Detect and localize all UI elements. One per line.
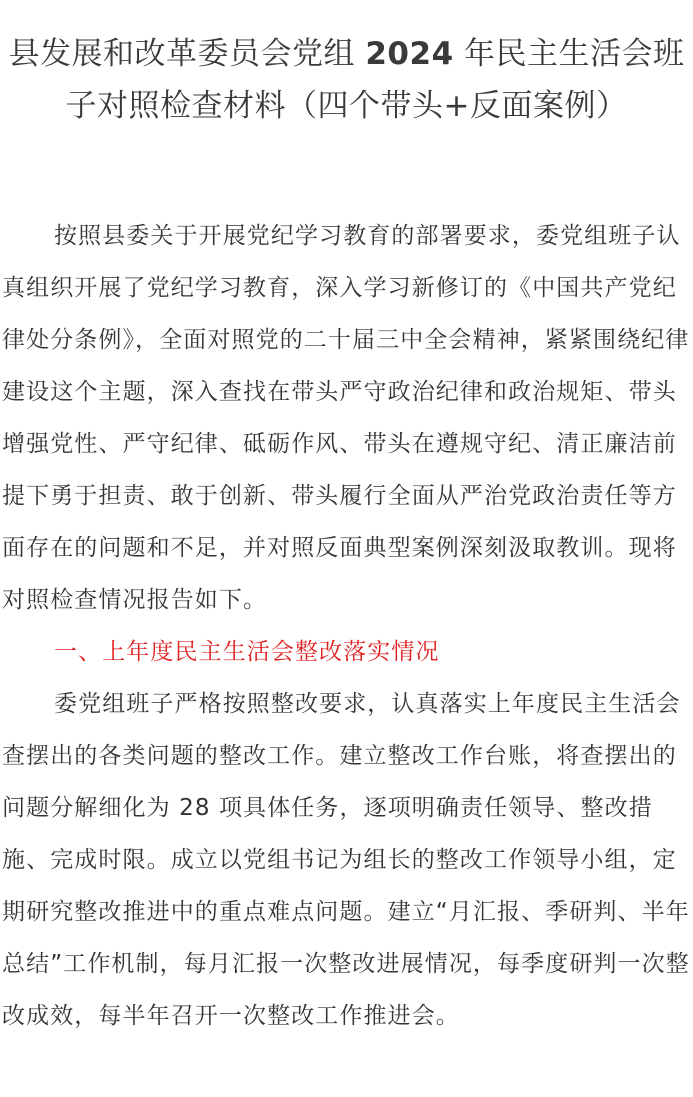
title-part2: 年民主生活会班子对照检查材料（四个带头+反面案例）	[65, 36, 685, 124]
section-paragraph: 委党组班子严格按照整改要求，认真落实上年度民主生活会查摆出的各类问题的整改工作。建立整改工作台账，将查摆出的问题分解细化为 28 项具体任务，逐项明确责任领导、整改措施、完成时限。成立以党组书记为组长的整改工作领导小组，定期研究整改推进中的重点难点问题。建立“月汇报、季研判、半年总结”工作机制，每月汇报一次整改进展情况，每季度研判一次整改成效，每半年召开一次整改工作推进会。	[2, 691, 690, 1029]
title-part1: 县发展和改革委员会党组	[8, 36, 355, 72]
section-heading: 一、上年度民主生活会整改落实情况	[54, 639, 440, 665]
document-body	[2, 210, 692, 1042]
title-year: 2024	[365, 36, 454, 72]
document-title	[0, 0, 693, 132]
intro-paragraph: 按照县委关于开展党纪学习教育的部署要求，委党组班子认真组织开展了党纪学习教育，深入学习新修订的《中国共产党纪律处分条例》，全面对照党的二十届三中全会精神，紧紧围绕纪律建设这个主题，深入查找在带头严守政治纪律和政治规矩、带头增强党性、严守纪律、砥砺作风、带头在遵规守纪、清正廉洁前提下勇于担责、敢于创新、带头履行全面从严治党政治责任等方面存在的问题和不足，并对照反面典型案例深刻汲取教训。现将对照检查情况报告如下。	[2, 223, 690, 613]
